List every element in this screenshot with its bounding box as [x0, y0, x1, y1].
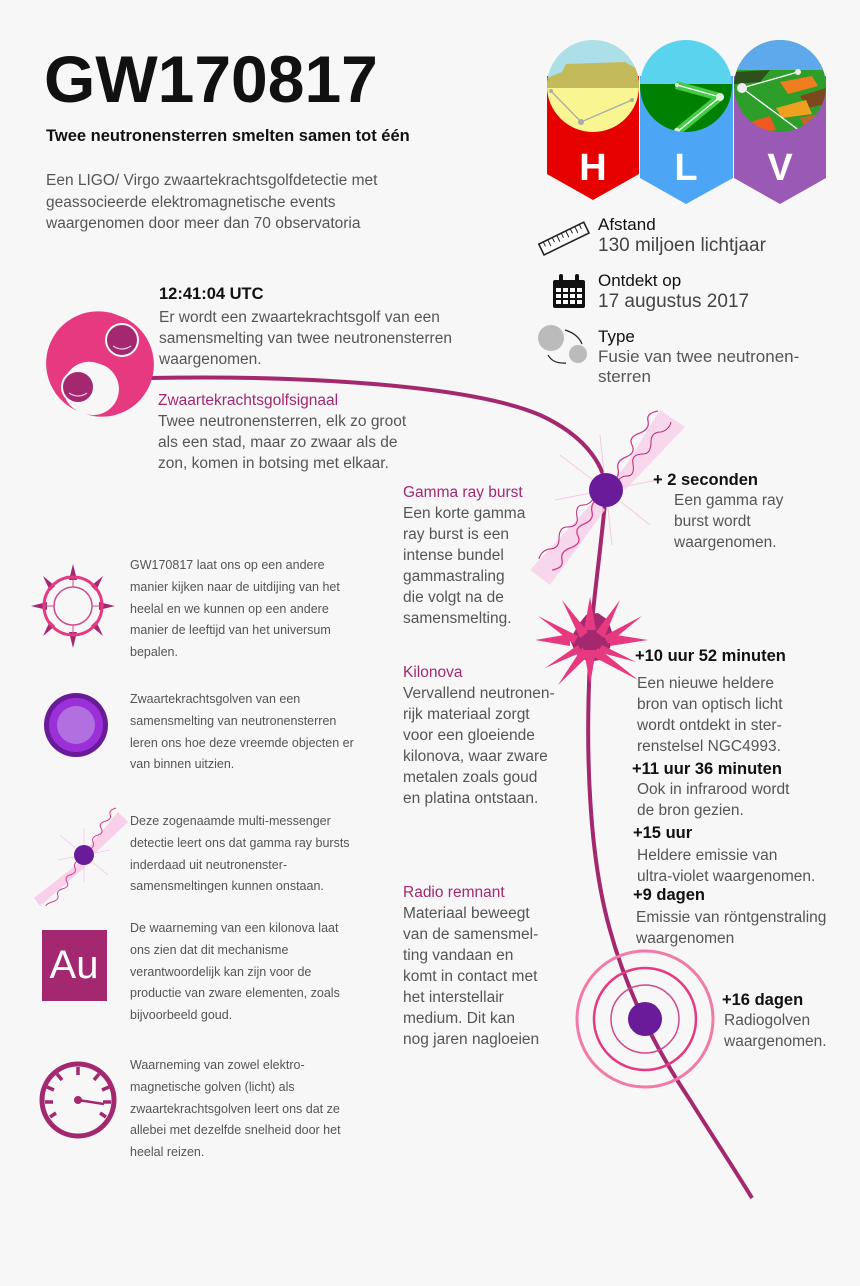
text-line: heelal reizen.: [130, 1145, 205, 1160]
text-line: ting vandaan en: [403, 947, 514, 964]
text-line: ultra-violet waargenomen.: [637, 868, 816, 885]
event-time: +10 uur 52 minuten: [635, 647, 786, 665]
detector-badges: [547, 40, 826, 204]
fact-value: 130 miljoen lichtjaar: [598, 235, 766, 256]
event-time: + 2 seconden: [653, 471, 759, 489]
event-heading: Kilonova: [403, 664, 463, 681]
event-time: +9 dagen: [633, 886, 705, 904]
text-line: magnetische golven (licht) als: [130, 1079, 295, 1094]
fact-type: [598, 327, 799, 387]
text-line: Heldere emissie van: [637, 847, 778, 864]
gold-element-icon: [42, 930, 107, 1001]
event-plus-2-seconds: [653, 470, 833, 553]
text-line: manier de leeftijd van het universum: [130, 623, 331, 638]
text-line: ons zien dat dit mechanisme: [130, 942, 289, 957]
text-line: als een stad, maar zo zwaar als de: [158, 434, 398, 451]
event-heading: Radio remnant: [403, 884, 505, 901]
text-line: Een nieuwe heldere: [637, 675, 775, 692]
fact-value: sterren: [598, 367, 651, 386]
text-line: renstelsel NGC4993.: [637, 738, 781, 755]
text-line: De waarneming van een kilonova laat: [130, 921, 339, 935]
text-line: Ook in infrarood wordt: [637, 781, 790, 798]
text-line: Twee neutronensterren, elk zo groot: [158, 413, 407, 430]
text-line: manier kijken naar de uitdijing van het: [130, 579, 340, 594]
text-line: waargenomen.: [724, 1033, 827, 1050]
text-line: Vervallend neutronen-: [403, 685, 555, 702]
text-line: Er wordt een zwaartekrachtsgolf van een: [159, 309, 440, 326]
text-line: zon, komen in botsing met elkaar.: [158, 455, 389, 472]
text-line: van de samensmel-: [403, 926, 539, 943]
page-title: GW170817: [44, 42, 378, 116]
text-line: komt in contact met: [403, 968, 538, 985]
insight-neutron-star-interior: [130, 689, 380, 776]
text-line: van binnen uitzien.: [130, 757, 235, 772]
fact-value: Fusie van twee neutronen-: [598, 347, 800, 366]
text-line: leren ons hoe deze vreemde objecten er: [130, 735, 354, 750]
event-time: 12:41:04 UTC: [159, 285, 264, 303]
text-line: metalen zoals goud: [403, 769, 538, 786]
binary-orbit-icon: [538, 325, 587, 363]
event-plus-11-hours: [632, 759, 842, 821]
insight-speed-of-gravity: [130, 1055, 380, 1164]
text-line: Radiogolven: [724, 1012, 811, 1029]
svg-text:H: H: [579, 147, 607, 189]
event-kilonova: [403, 663, 573, 809]
text-line: kilonova, waar zware: [403, 748, 548, 765]
text-line: Waarneming van zowel elektro-: [130, 1058, 305, 1072]
ruler-icon: [539, 222, 589, 255]
text-line: bron van optisch licht: [637, 696, 783, 713]
text-line: Zwaartekrachtsgolven van een: [130, 692, 301, 706]
event-plus-15-hours: [633, 823, 853, 887]
text-line: voor een gloeiende: [403, 727, 535, 744]
calendar-icon: [553, 274, 585, 308]
text-line: die volgt na de: [403, 589, 504, 606]
text-line: Een gamma ray: [674, 492, 784, 509]
text-line: productie van zware elementen, zoals: [130, 986, 340, 1001]
text-line: Deze zogenaamde multi-messenger: [130, 814, 331, 828]
text-line: bijvoorbeeld goud.: [130, 1008, 233, 1023]
text-line: nog jaren nagloeien: [403, 1031, 540, 1048]
text-line: wordt ontdekt in ster-: [637, 717, 782, 734]
text-line: intense bundel: [403, 547, 504, 564]
text-line: ray burst is een: [403, 526, 509, 543]
fact-value: 17 augustus 2017: [598, 291, 750, 312]
event-heading: Gamma ray burst: [403, 484, 523, 501]
text-line: allebei met dezelfde snelheid door het: [130, 1123, 341, 1138]
fact-label: Afstand: [598, 215, 656, 234]
text-line: samensmeltingen kunnen onstaan.: [130, 879, 324, 894]
svg-text:L: L: [674, 147, 698, 189]
fact-label: Ontdekt op: [598, 271, 682, 290]
gamma-burst-icon: [34, 808, 128, 906]
insight-multi-messenger: [130, 811, 380, 898]
event-gw-signal: [158, 391, 458, 474]
radio-remnant-marker: [577, 951, 713, 1087]
text-line: inderdaad uit neutronenster-: [130, 857, 288, 872]
text-line: en platina ontstaan.: [403, 790, 539, 807]
fact-distance: [598, 215, 766, 257]
text-line: verantwoordelijk kan zijn voor de: [130, 964, 312, 979]
text-line: zwaartekrachtsgolven leert ons dat ze: [130, 1101, 340, 1116]
text-line: GW170817 laat ons op een andere: [130, 558, 325, 572]
event-start: [159, 284, 479, 370]
event-plus-16-days: [722, 990, 852, 1052]
text-line: gammastraling: [403, 568, 505, 585]
text-line: het interstellair: [403, 989, 504, 1006]
intro-text: Een LIGO/ Virgo zwaartekrachtsgolfdetectie met geassocieerde elektromagnetische events waargenomen door meer dan 70 observatoria: [46, 172, 378, 232]
fact-discovered: [598, 271, 749, 313]
text-line: heelal en we kunnen op een andere: [130, 601, 329, 616]
text-line: Materiaal beweegt: [403, 905, 530, 922]
event-plus-9-days: [633, 885, 858, 949]
text-line: burst wordt: [674, 513, 751, 530]
text-line: bepalen.: [130, 645, 178, 660]
event-time: +16 dagen: [722, 991, 804, 1009]
event-heading: Zwaartekrachtsgolfsignaal: [158, 392, 339, 409]
text-line: medium. Dit kan: [403, 1010, 515, 1027]
text-line: waargenomen.: [159, 351, 262, 368]
svg-text:Au: Au: [49, 943, 99, 987]
text-line: samensmelting van twee neutronensterren: [159, 330, 452, 347]
neutron-star-icon: [44, 693, 108, 757]
event-gamma-ray-burst: [403, 483, 543, 629]
text-line: Een korte gamma: [403, 505, 526, 522]
text-line: samensmelting.: [403, 610, 512, 627]
text-line: waargenomen: [636, 930, 735, 947]
page-subtitle: Twee neutronensterren smelten samen tot één: [46, 127, 410, 145]
event-radio-remnant: [403, 883, 563, 1050]
text-line: detectie leert ons dat gamma ray bursts: [130, 835, 350, 850]
text-line: samensmelting van neutronensterren: [130, 713, 337, 728]
insight-expansion: [130, 555, 380, 664]
compass-star-icon: [31, 564, 115, 648]
text-line: rijk materiaal zorgt: [403, 706, 530, 723]
event-time: +15 uur: [633, 824, 693, 842]
text-line: de bron gezien.: [637, 802, 744, 819]
text-line: waargenomen.: [674, 534, 777, 551]
merging-stars-icon: [31, 297, 168, 432]
insight-heavy-elements: [130, 918, 380, 1027]
event-plus-10-hours: [635, 646, 845, 757]
text-line: Emissie van röntgenstraling: [636, 909, 827, 926]
speedometer-icon: [42, 1064, 114, 1136]
svg-text:V: V: [767, 147, 793, 189]
event-time: +11 uur 36 minuten: [632, 760, 782, 778]
fact-label: Type: [598, 327, 635, 346]
